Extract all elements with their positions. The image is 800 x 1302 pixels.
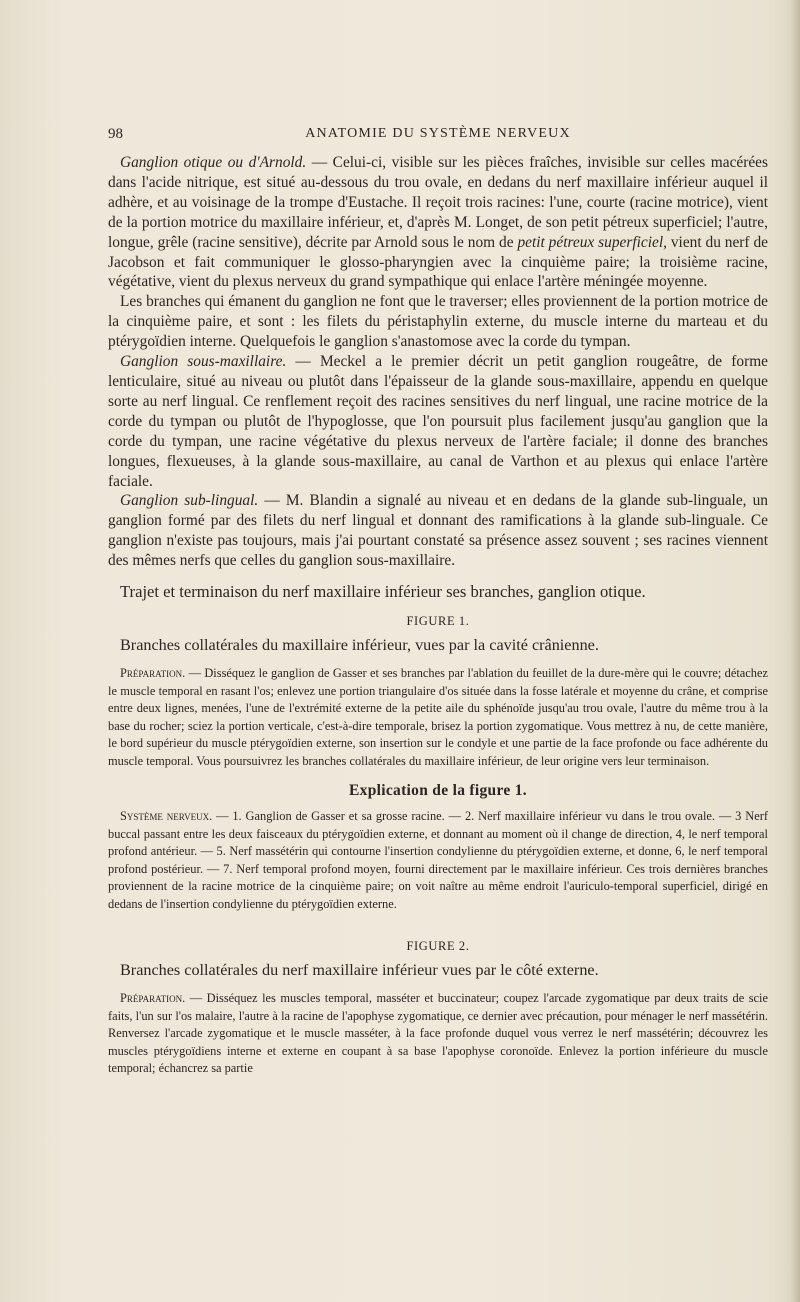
page-content <box>108 153 768 1078</box>
paragraph-text: — M. Blandin a signalé au niveau et en dedans de la glande sub-linguale, un ganglion formé par des filets du nerf lingual et donnant des ramifications à la glande sub-linguale. Ce ganglion n'existe pas toujours, mais j'ai pourtant constaté sa présence assez souvent ; ses racines viennent des mêmes nerfs que celles du ganglion sous-maxillaire. <box>108 492 769 570</box>
running-title: ANATOMIE DU SYSTÈME NERVEUX <box>305 126 571 141</box>
figure-2-caption: Branches collatérales du nerf maxillaire inférieur vues par le côté externe. <box>120 961 599 980</box>
explication-lead: Système nerveux. <box>120 809 213 824</box>
figure-1-label: FIGURE 1. <box>406 614 470 629</box>
section-title: Trajet et terminaison du nerf maxillaire inférieur ses branches, ganglion otique. <box>120 582 646 602</box>
paragraph-ganglion-sub-lingual <box>108 491 768 571</box>
paragraph-lead: Ganglion sub-lingual. <box>120 492 259 510</box>
page-edge-shadow <box>790 0 800 1302</box>
figure-2-label: FIGURE 2. <box>406 939 470 954</box>
paragraph-text: — Meckel a le premier décrit un petit ganglion rougeâtre, de forme lenticulaire, situé au niveau ou plutôt dans l'épaisseur de la glande sous-maxillaire, appendu en quelque sorte au nerf lingual. Ce renflement reçoit des racines sensitives du nerf lingual, une racine motrice de la corde du tympan ou plutôt de l'hypoglosse, que l'on poursuit plus facilement jusqu'au ganglion que la corde du tympan, une racine végétative du plexus nerveux de l'artère faciale; il donne des branches longues, flexueuses, à la glande sous-maxillaire, au canal de Varthon et au plexus qui enlace l'artère faciale. <box>108 353 769 490</box>
paragraph-ganglion-otique <box>108 153 768 292</box>
figure-2-preparation <box>108 990 768 1078</box>
paragraph-lead: Ganglion otique ou d'Arnold. <box>120 154 307 171</box>
paragraph-branches: Les branches qui émanent du ganglion ne font que le traverser; elles proviennent de la portion motrice de la cinquième paire, et sont : les filets du péristaphylin externe, du muscle interne du marteau et du ptérygoïdien interne. Quelquefois le ganglion s'anastomose avec la corde du tympan. <box>108 293 768 351</box>
explication-text <box>108 808 768 913</box>
figure-1-preparation <box>108 665 768 770</box>
figure-1-caption: Branches collatérales du maxillaire inférieur, vues par la cavité crânienne. <box>120 636 599 655</box>
paragraph-text: , vient du nerf de Jacobson et fait communiquer le glosso-pharyngien avec la cinquième paire; la troisième racine, végétative, vient du plexus nerveux du grand sympathique qui enlace l'artère méningée moyenne. <box>108 233 768 291</box>
paragraph-ganglion-sous-maxillaire <box>108 352 768 491</box>
page-number: 98 <box>108 126 123 142</box>
explication-heading: Explication de la figure 1. <box>349 782 527 800</box>
preparation-label: Préparation. <box>120 991 186 1006</box>
paragraph-emphasis: petit pétreux superficiel <box>517 233 664 251</box>
explication-body: — 1. Ganglion de Gasser et sa grosse racine. — 2. Nerf maxillaire inférieur vu dans le trou ovale. — 3 Nerf buccal passant entre les deux faisceaux du ptérygoïdien externe, et donnant au moment où il change de direction, 4, le nerf temporal profond antérieur. — 5. Nerf massétérin qui contourne l'insertion condylienne du ptérygoïdien externe, et donne, 6, le nerf temporal profond postérieur. — 7. Nerf temporal profond moyen, fourni directement par le maxillaire inférieur. Ces trois dernières branches proviennent de la racine motrice de la cinquième paire; on voit naître au même endroit l'auriculo-temporal superficiel, dirigé en dedans de l'insertion condylienne du ptérygoïdien externe. <box>108 809 768 911</box>
preparation-text: — Disséquez les muscles temporal, masséter et buccinateur; coupez l'arcade zygomatique par deux traits de scie faits, l'un sur l'os malaire, l'autre à la racine de l'apophyse zygomatique, ce dernier avec précaution, pour ménager le nerf massétérin. Renversez l'arcade zygomatique et le muscle masséter, à la face profonde duquel vous verrez le nerf massétérin; découvrez les muscles ptérygoïdiens interne et externe en coupant à sa base l'apophyse coronoïde. Enlevez la portion inférieure du muscle temporal; échancrez sa partie <box>108 991 768 1076</box>
page-header <box>108 126 768 148</box>
preparation-text: — Disséquez le ganglion de Gasser et ses branches par l'ablation du feuillet de la dure-mère qui le couvre; détachez le muscle temporal en rasant l'os; enlevez une portion triangulaire d'os située dans la fosse latérale et moyenne du crâne, et comprise entre deux lignes, menées, l'une de l'extrémité externe de la petite aile du sphénoïde jusqu'au trou ovale, l'autre du même trou à la base du rocher; sciez la portion verticale, c'est-à-dire temporale, brisez la portion zygomatique. Vous mettrez à nu, de cette manière, le bord supérieur du muscle ptérygoïdien externe, son insertion sur le condyle et une partie de la face profonde ou face adhérente du muscle temporal. Vous poursuivrez les branches collatérales du maxillaire inférieur, de leur origine vers leur terminaison. <box>108 666 768 768</box>
paragraph-lead: Ganglion sous-maxillaire. <box>120 353 287 371</box>
paragraph-text: — Celui-ci, visible sur les pièces fraîches, invisible sur celles macérées dans l'acide nitrique, est situé au-dessous du trou ovale, en dedans du nerf maxillaire inférieur auquel il adhère, et au voisinage de la trompe d'Eustache. Il reçoit trois racines: l'une, courte (racine motrice), vient de la portion motrice du maxillaire inférieur, et, d'après M. Longet, de son petit pétreux superficiel; l'autre, longue, grêle (racine sensitive), décrite par Arnold sous le nom de <box>108 154 769 251</box>
preparation-label: Préparation. <box>120 666 186 681</box>
